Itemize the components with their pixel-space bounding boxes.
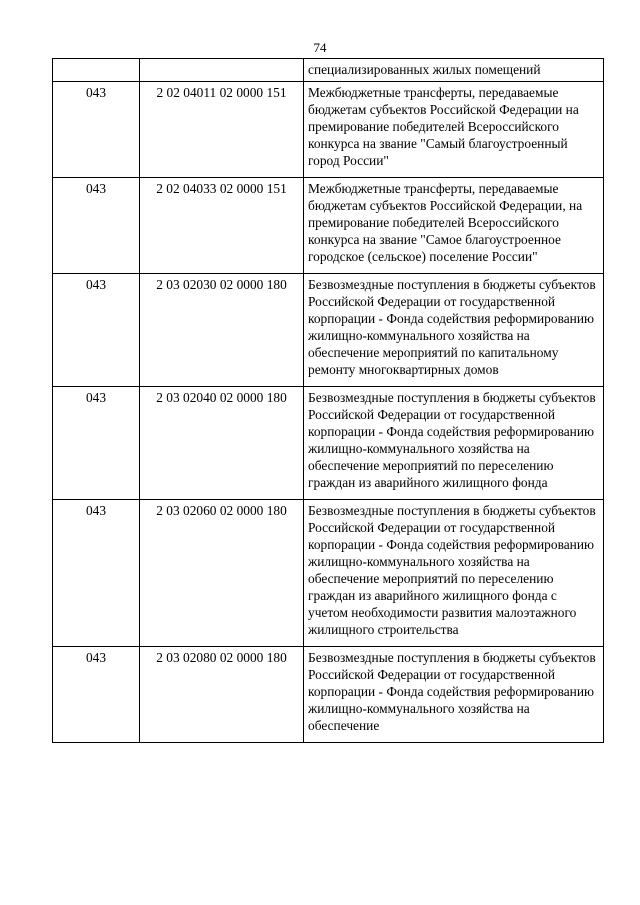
revenue-name-cell: Безвозмездные поступления в бюджеты субъектов Российской Федерации от государственной корпорации - Фонда содействия реформированию жилищно-коммунального хозяйства на обеспечение мероприятий по переселению граждан из аварийного жилищного фонда	[304, 387, 604, 500]
budget-code-cell: 2 03 02040 02 0000 180	[140, 387, 304, 500]
budget-codes-table	[52, 58, 604, 743]
admin-code-cell: 043	[53, 178, 140, 274]
table-row	[53, 274, 604, 387]
table-row	[53, 59, 604, 82]
admin-code-cell: 043	[53, 274, 140, 387]
revenue-name-cell: Межбюджетные трансферты, передаваемые бюджетам субъектов Российской Федерации, на премирование победителей Всероссийского конкурса на звание "Самое благоустроенное городское (сельское) поселение России"	[304, 178, 604, 274]
budget-code-cell	[140, 59, 304, 82]
budget-code-cell: 2 03 02060 02 0000 180	[140, 500, 304, 647]
table-row	[53, 500, 604, 647]
revenue-name-cell: Безвозмездные поступления в бюджеты субъектов Российской Федерации от государственной корпорации - Фонда содействия реформированию жилищно-коммунального хозяйства на обеспечение	[304, 647, 604, 743]
budget-code-cell: 2 03 02080 02 0000 180	[140, 647, 304, 743]
revenue-name-cell: специализированных жилых помещений	[304, 59, 604, 82]
revenue-name-cell: Межбюджетные трансферты, передаваемые бюджетам субъектов Российской Федерации на премирование победителей Всероссийского конкурса на звание "Самый благоустроенный город России"	[304, 82, 604, 178]
revenue-name-cell: Безвозмездные поступления в бюджеты субъектов Российской Федерации от государственной корпорации - Фонда содействия реформированию жилищно-коммунального хозяйства на обеспечение мероприятий по переселению граждан из аварийного жилищного фонда с учетом необходимости развития малоэтажного жилищного строительства	[304, 500, 604, 647]
table-row	[53, 178, 604, 274]
revenue-name-cell: Безвозмездные поступления в бюджеты субъектов Российской Федерации от государственной корпорации - Фонда содействия реформированию жилищно-коммунального хозяйства на обеспечение мероприятий по капитальному ремонту многоквартирных домов	[304, 274, 604, 387]
budget-code-cell: 2 02 04011 02 0000 151	[140, 82, 304, 178]
table-row	[53, 82, 604, 178]
table-row	[53, 387, 604, 500]
admin-code-cell: 043	[53, 387, 140, 500]
table-row	[53, 647, 604, 743]
admin-code-cell: 043	[53, 647, 140, 743]
page-number: 74	[313, 40, 327, 55]
admin-code-cell: 043	[53, 82, 140, 178]
budget-code-cell: 2 02 04033 02 0000 151	[140, 178, 304, 274]
admin-code-cell	[53, 59, 140, 82]
admin-code-cell: 043	[53, 500, 140, 647]
budget-code-cell: 2 03 02030 02 0000 180	[140, 274, 304, 387]
